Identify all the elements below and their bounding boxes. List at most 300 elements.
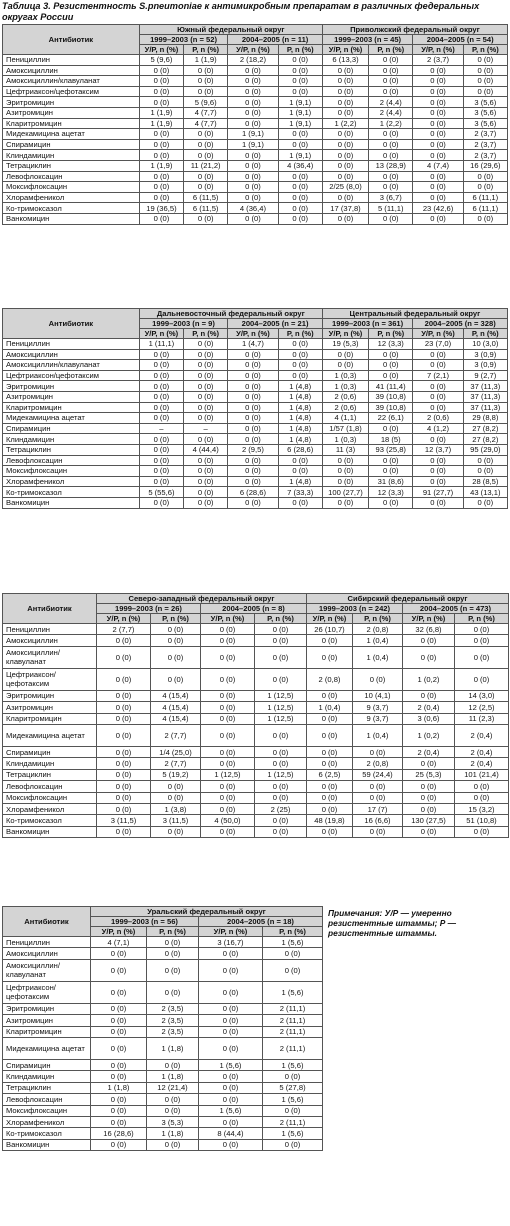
value-cell: 0 (0) (463, 76, 507, 87)
value-cell: 0 (0) (413, 402, 463, 413)
value-cell: 1 (5,6) (263, 981, 323, 1003)
value-cell: 5 (27,8) (263, 1082, 323, 1093)
value-cell: 2 (3,7) (413, 55, 463, 66)
value-cell: 0 (0) (307, 792, 353, 803)
value-cell: 1 (1,9) (139, 160, 183, 171)
value-cell: 37 (11,3) (463, 381, 507, 392)
value-cell: 2 (4,4) (369, 107, 413, 118)
value-cell: 6 (28,6) (228, 487, 278, 498)
value-cell: 0 (0) (463, 65, 507, 76)
value-cell: 0 (0) (369, 455, 413, 466)
value-cell: 1 (0,4) (353, 646, 403, 668)
value-cell: 4 (36,4) (228, 203, 278, 214)
antibiotic-name: Цефтриаксон/ цефотаксим (3, 668, 97, 690)
value-cell: 3 (0,6) (403, 713, 455, 724)
value-cell: 0 (0) (322, 192, 368, 203)
table-notes: Примечания: У/Р — умеренно резистентные штаммы; Р — резистентные штаммы. (328, 908, 457, 938)
value-cell: 11 (3) (322, 444, 368, 455)
table-row (3, 1037, 323, 1059)
antibiotic-name: Ко-тримоксазол (3, 1128, 91, 1139)
value-cell: 0 (0) (353, 781, 403, 792)
value-cell: 0 (0) (322, 349, 368, 360)
value-cell: 0 (0) (369, 55, 413, 66)
value-cell: 2 (3,5) (147, 1015, 199, 1026)
value-cell: 0 (0) (455, 624, 509, 635)
value-cell: 0 (0) (255, 781, 307, 792)
value-cell: 0 (0) (91, 1116, 147, 1127)
value-cell: 1 (3,8) (151, 803, 201, 814)
table-row (3, 391, 508, 402)
table-row (3, 370, 508, 381)
value-cell: 0 (0) (278, 213, 322, 224)
value-cell: 0 (0) (97, 758, 151, 769)
value-cell: 0 (0) (278, 86, 322, 97)
value-cell: 37 (11,3) (463, 402, 507, 413)
value-cell: 14 (3,0) (455, 690, 509, 701)
value-cell: 0 (0) (322, 360, 368, 371)
antibiotic-name: Моксифлоксацин (3, 1105, 91, 1116)
metric-header-r: Р, n (%) (353, 614, 403, 624)
value-cell: 0 (0) (307, 803, 353, 814)
value-cell: 29 (8,8) (463, 413, 507, 424)
antibiotic-name: Азитромицин (3, 702, 97, 713)
value-cell: 0 (0) (413, 107, 463, 118)
value-cell: 0 (0) (228, 171, 278, 182)
value-cell: 0 (0) (463, 497, 507, 508)
metric-header-up: У/Р, n (%) (413, 329, 463, 339)
value-cell: 6 (28,6) (278, 444, 322, 455)
value-cell: 4 (7,1) (91, 937, 147, 948)
value-cell: 23 (7,0) (413, 339, 463, 350)
metric-header-up: У/Р, n (%) (139, 329, 183, 339)
period-header: 1999–2003 (n = 9) (139, 319, 228, 329)
value-cell: 0 (0) (97, 646, 151, 668)
value-cell: 0 (0) (199, 981, 263, 1003)
metric-header-r: Р, n (%) (278, 329, 322, 339)
table-row (3, 702, 509, 713)
table-row (3, 937, 323, 948)
antibiotic-name: Цефтриаксон/цефотаксим (3, 370, 140, 381)
value-cell: 17 (37,8) (322, 203, 368, 214)
value-cell: 0 (0) (463, 466, 507, 477)
metric-header-up: У/Р, n (%) (228, 45, 278, 55)
resistance-table-northwest-siberia (2, 593, 509, 838)
antibiotic-name: Амоксициллин/ клавуланат (3, 646, 97, 668)
value-cell: 31 (8,6) (369, 476, 413, 487)
value-cell: 1 (9,1) (228, 139, 278, 150)
value-cell: 0 (0) (201, 668, 255, 690)
value-cell: 0 (0) (139, 466, 183, 477)
value-cell: 4 (15,4) (151, 690, 201, 701)
value-cell: 0 (0) (228, 118, 278, 129)
value-cell: 0 (0) (228, 360, 278, 371)
table-row (3, 455, 508, 466)
value-cell: 2 (11,1) (263, 1003, 323, 1014)
value-cell: 0 (0) (147, 1059, 199, 1070)
value-cell: 1 (12,5) (201, 769, 255, 780)
value-cell: 0 (0) (228, 97, 278, 108)
period-header: 2004–2005 (n = 54) (413, 35, 508, 45)
value-cell: 0 (0) (184, 466, 228, 477)
value-cell: 0 (0) (278, 76, 322, 87)
value-cell: 1 (9,1) (278, 150, 322, 161)
value-cell: 1 (4,8) (278, 413, 322, 424)
value-cell: 1 (4,8) (278, 391, 322, 402)
table-row (3, 781, 509, 792)
value-cell: 2 (0,8) (307, 668, 353, 690)
value-cell: 2 (0,4) (455, 758, 509, 769)
value-cell: 0 (0) (307, 635, 353, 646)
value-cell: 0 (0) (322, 171, 368, 182)
value-cell: 0 (0) (147, 948, 199, 959)
value-cell: 0 (0) (255, 646, 307, 668)
value-cell: 0 (0) (147, 1094, 199, 1105)
value-cell: 1 (0,2) (403, 724, 455, 746)
value-cell: 0 (0) (184, 455, 228, 466)
antibiotic-name: Пенициллин (3, 624, 97, 635)
value-cell: 0 (0) (139, 349, 183, 360)
value-cell: 0 (0) (463, 55, 507, 66)
value-cell: 0 (0) (278, 360, 322, 371)
antibiotic-name: Тетрациклин (3, 769, 97, 780)
metric-header-up: У/Р, n (%) (97, 614, 151, 624)
region-header: Дальневосточный федеральный округ (139, 309, 322, 319)
value-cell: 4 (7,7) (184, 118, 228, 129)
table-row (3, 413, 508, 424)
antibiotic-name: Клиндамицин (3, 1071, 91, 1082)
resistance-table-south-volga (2, 24, 508, 225)
value-cell: 2 (18,2) (228, 55, 278, 66)
value-cell: 59 (24,4) (353, 769, 403, 780)
antibiotic-name: Левофлоксацин (3, 1094, 91, 1105)
value-cell: 0 (0) (184, 487, 228, 498)
value-cell: 43 (13,1) (463, 487, 507, 498)
table-row (3, 86, 508, 97)
antibiotic-name: Спирамицин (3, 139, 140, 150)
resistance-table-ural (2, 906, 323, 1151)
antibiotic-name: Ванкомицин (3, 826, 97, 837)
value-cell: 0 (0) (403, 646, 455, 668)
table-row (3, 203, 508, 214)
antibiotic-name: Кларитромицин (3, 1026, 91, 1037)
value-cell: 1 (2,2) (369, 118, 413, 129)
value-cell: 0 (0) (184, 139, 228, 150)
value-cell: 27 (8,2) (463, 423, 507, 434)
table-row (3, 646, 509, 668)
antibiotic-name: Спирамицин (3, 423, 140, 434)
value-cell: 1 (1,8) (147, 1128, 199, 1139)
value-cell: 0 (0) (201, 781, 255, 792)
value-cell: 0 (0) (91, 981, 147, 1003)
value-cell: 0 (0) (278, 497, 322, 508)
table-row (3, 381, 508, 392)
value-cell: 1/4 (25,0) (151, 746, 201, 757)
antibiotic-name: Азитромицин (3, 107, 140, 118)
metric-header-r: Р, n (%) (369, 45, 413, 55)
value-cell: 100 (27,7) (322, 487, 368, 498)
value-cell: 10 (4,1) (353, 690, 403, 701)
antibiotic-name: Пенициллин (3, 937, 91, 948)
value-cell: 0 (0) (322, 129, 368, 140)
value-cell: 0 (0) (184, 76, 228, 87)
value-cell: 0 (0) (369, 466, 413, 477)
column-header-antibiotic: Антибиотик (3, 309, 140, 339)
region-header: Центральный федеральный округ (322, 309, 507, 319)
value-cell: 0 (0) (201, 646, 255, 668)
table-row (3, 139, 508, 150)
value-cell: 7 (33,3) (278, 487, 322, 498)
value-cell: 0 (0) (413, 118, 463, 129)
value-cell: 0 (0) (369, 150, 413, 161)
table-row (3, 1082, 323, 1093)
value-cell: 4 (7,4) (413, 160, 463, 171)
value-cell: 6 (11,1) (463, 192, 507, 203)
value-cell: 0 (0) (151, 781, 201, 792)
value-cell: 25 (5,3) (403, 769, 455, 780)
value-cell: 2 (3,5) (147, 1003, 199, 1014)
value-cell: 28 (8,5) (463, 476, 507, 487)
value-cell: 5 (11,1) (369, 203, 413, 214)
value-cell: 0 (0) (97, 635, 151, 646)
metric-header-r: Р, n (%) (151, 614, 201, 624)
value-cell: 0 (0) (199, 1015, 263, 1026)
value-cell: 0 (0) (228, 391, 278, 402)
value-cell: 0 (0) (91, 1015, 147, 1026)
value-cell: 0 (0) (278, 370, 322, 381)
value-cell: 0 (0) (97, 668, 151, 690)
value-cell: 0 (0) (413, 76, 463, 87)
value-cell: 0 (0) (199, 1071, 263, 1082)
value-cell: 0 (0) (228, 192, 278, 203)
value-cell: 0 (0) (91, 1105, 147, 1116)
value-cell: 11 (21,2) (184, 160, 228, 171)
value-cell: 0 (0) (139, 182, 183, 193)
value-cell: 1 (5,6) (263, 1094, 323, 1105)
value-cell: 0 (0) (403, 758, 455, 769)
value-cell: 2 (0,4) (403, 746, 455, 757)
value-cell: 10 (3,0) (463, 339, 507, 350)
antibiotic-name: Хлорамфеникол (3, 192, 140, 203)
period-header: 2004–2005 (n = 18) (199, 917, 323, 927)
value-cell: 0 (0) (139, 171, 183, 182)
antibiotic-name: Моксифлоксацин (3, 792, 97, 803)
value-cell: 0 (0) (228, 413, 278, 424)
antibiotic-name: Левофлоксацин (3, 171, 140, 182)
value-cell: 9 (2,7) (463, 370, 507, 381)
value-cell: 3 (0,9) (463, 349, 507, 360)
value-cell: 4 (36,4) (278, 160, 322, 171)
antibiotic-name: Хлорамфеникол (3, 476, 140, 487)
value-cell: 27 (8,2) (463, 434, 507, 445)
antibiotic-name: Эритромицин (3, 1003, 91, 1014)
value-cell: 0 (0) (413, 182, 463, 193)
value-cell: 0 (0) (139, 370, 183, 381)
value-cell: 4 (15,4) (151, 702, 201, 713)
value-cell: 0 (0) (369, 129, 413, 140)
value-cell: 15 (3,2) (455, 803, 509, 814)
value-cell: 2 (9,5) (228, 444, 278, 455)
value-cell: 2 (3,7) (463, 129, 507, 140)
value-cell: 0 (0) (139, 455, 183, 466)
value-cell: 1 (5,6) (199, 1059, 263, 1070)
value-cell: 0 (0) (255, 635, 307, 646)
value-cell: 0 (0) (228, 402, 278, 413)
table-row (3, 444, 508, 455)
table-row (3, 434, 508, 445)
value-cell: 0 (0) (228, 182, 278, 193)
value-cell: 0 (0) (151, 826, 201, 837)
table-row (3, 55, 508, 66)
antibiotic-name: Тетрациклин (3, 1082, 91, 1093)
table-row (3, 107, 508, 118)
value-cell: 0 (0) (369, 65, 413, 76)
value-cell: 0 (0) (403, 826, 455, 837)
metric-header-up: У/Р, n (%) (228, 329, 278, 339)
value-cell: 37 (11,3) (463, 391, 507, 402)
value-cell: 0 (0) (413, 86, 463, 97)
table-row (3, 769, 509, 780)
value-cell: 0 (0) (413, 192, 463, 203)
value-cell: 0 (0) (97, 702, 151, 713)
value-cell: 2 (0,6) (413, 413, 463, 424)
period-header: 1999–2003 (n = 242) (307, 604, 403, 614)
value-cell: 0 (0) (184, 413, 228, 424)
table-row (3, 826, 509, 837)
value-cell: 1 (0,2) (403, 668, 455, 690)
table-row (3, 213, 508, 224)
value-cell: 0 (0) (322, 476, 368, 487)
value-cell: 0 (0) (139, 434, 183, 445)
value-cell: 0 (0) (413, 139, 463, 150)
value-cell: 0 (0) (199, 1003, 263, 1014)
value-cell: 0 (0) (263, 1071, 323, 1082)
antibiotic-name: Левофлоксацин (3, 455, 140, 466)
value-cell: 0 (0) (184, 150, 228, 161)
value-cell: 0 (0) (403, 792, 455, 803)
value-cell: 0 (0) (228, 476, 278, 487)
value-cell: 2 (11,1) (263, 1026, 323, 1037)
value-cell: 130 (27,5) (403, 815, 455, 826)
value-cell: 0 (0) (139, 65, 183, 76)
value-cell: 0 (0) (278, 129, 322, 140)
value-cell: 0 (0) (403, 690, 455, 701)
value-cell: 23 (42,6) (413, 203, 463, 214)
table-row (3, 118, 508, 129)
table-row (3, 466, 508, 477)
antibiotic-name: Спирамицин (3, 746, 97, 757)
value-cell: 0 (0) (353, 792, 403, 803)
value-cell: 0 (0) (201, 635, 255, 646)
value-cell: 0 (0) (278, 171, 322, 182)
value-cell: 0 (0) (184, 370, 228, 381)
value-cell: 5 (55,6) (139, 487, 183, 498)
table-row (3, 497, 508, 508)
value-cell: 0 (0) (413, 497, 463, 508)
antibiotic-name: Эритромицин (3, 97, 140, 108)
value-cell: 3 (5,6) (463, 118, 507, 129)
value-cell: 0 (0) (151, 646, 201, 668)
antibiotic-name: Амоксициллин (3, 65, 140, 76)
value-cell: 0 (0) (228, 107, 278, 118)
value-cell: 1 (1,8) (147, 1071, 199, 1082)
value-cell: 0 (0) (139, 76, 183, 87)
antibiotic-name: Амоксициллин/ клавуланат (3, 959, 91, 981)
value-cell: 12 (3,3) (369, 487, 413, 498)
value-cell: 0 (0) (369, 182, 413, 193)
value-cell: 1 (11,1) (139, 339, 183, 350)
period-header: 1999–2003 (n = 45) (322, 35, 413, 45)
value-cell: 0 (0) (228, 65, 278, 76)
value-cell: 0 (0) (353, 668, 403, 690)
antibiotic-name: Ко-тримоксазол (3, 815, 97, 826)
table-row (3, 815, 509, 826)
value-cell: 0 (0) (463, 455, 507, 466)
value-cell: 0 (0) (307, 781, 353, 792)
antibiotic-name: Хлорамфеникол (3, 803, 97, 814)
value-cell: 0 (0) (139, 360, 183, 371)
value-cell: 0 (0) (463, 86, 507, 97)
table-row (3, 150, 508, 161)
value-cell: 0 (0) (147, 959, 199, 981)
table-row (3, 129, 508, 140)
value-cell: 0 (0) (199, 959, 263, 981)
antibiotic-name: Ко-тримоксазол (3, 487, 140, 498)
value-cell: 0 (0) (455, 635, 509, 646)
value-cell: 0 (0) (139, 139, 183, 150)
value-cell: 0 (0) (139, 150, 183, 161)
value-cell: 0 (0) (255, 815, 307, 826)
table-row (3, 1105, 323, 1116)
value-cell: 3 (16,7) (199, 937, 263, 948)
value-cell: 5 (9,6) (184, 97, 228, 108)
value-cell: 0 (0) (255, 624, 307, 635)
metric-header-r: Р, n (%) (184, 45, 228, 55)
region-header: Уральский федеральный округ (91, 907, 323, 917)
antibiotic-name: Мидекамицина ацетат (3, 724, 97, 746)
antibiotic-name: Амоксициллин/клавуланат (3, 76, 140, 87)
value-cell: 0 (0) (184, 381, 228, 392)
table-row (3, 635, 509, 646)
value-cell: 4 (1,2) (413, 423, 463, 434)
antibiotic-name: Эритромицин (3, 690, 97, 701)
value-cell: 1 (1,9) (184, 55, 228, 66)
value-cell: 0 (0) (151, 624, 201, 635)
value-cell: 1 (9,1) (278, 97, 322, 108)
value-cell: 0 (0) (199, 1094, 263, 1105)
value-cell: 8 (44,4) (199, 1128, 263, 1139)
value-cell: 0 (0) (403, 803, 455, 814)
antibiotic-name: Амоксициллин (3, 948, 91, 959)
value-cell: 1 (9,1) (278, 118, 322, 129)
value-cell: 0 (0) (97, 769, 151, 780)
metric-header-r: Р, n (%) (455, 614, 509, 624)
value-cell: 0 (0) (201, 713, 255, 724)
value-cell: 1/57 (1,8) (322, 423, 368, 434)
value-cell: 48 (19,8) (307, 815, 353, 826)
value-cell: 0 (0) (255, 668, 307, 690)
value-cell: 0 (0) (307, 713, 353, 724)
value-cell: 2 (0,8) (353, 758, 403, 769)
value-cell: 0 (0) (139, 86, 183, 97)
value-cell: 0 (0) (228, 150, 278, 161)
value-cell: 2 (0,8) (353, 624, 403, 635)
metric-header-r: Р, n (%) (255, 614, 307, 624)
value-cell: 26 (10,7) (307, 624, 353, 635)
value-cell: 51 (10,8) (455, 815, 509, 826)
antibiotic-name: Клиндамицин (3, 150, 140, 161)
value-cell: 0 (0) (463, 213, 507, 224)
table-row (3, 959, 323, 981)
